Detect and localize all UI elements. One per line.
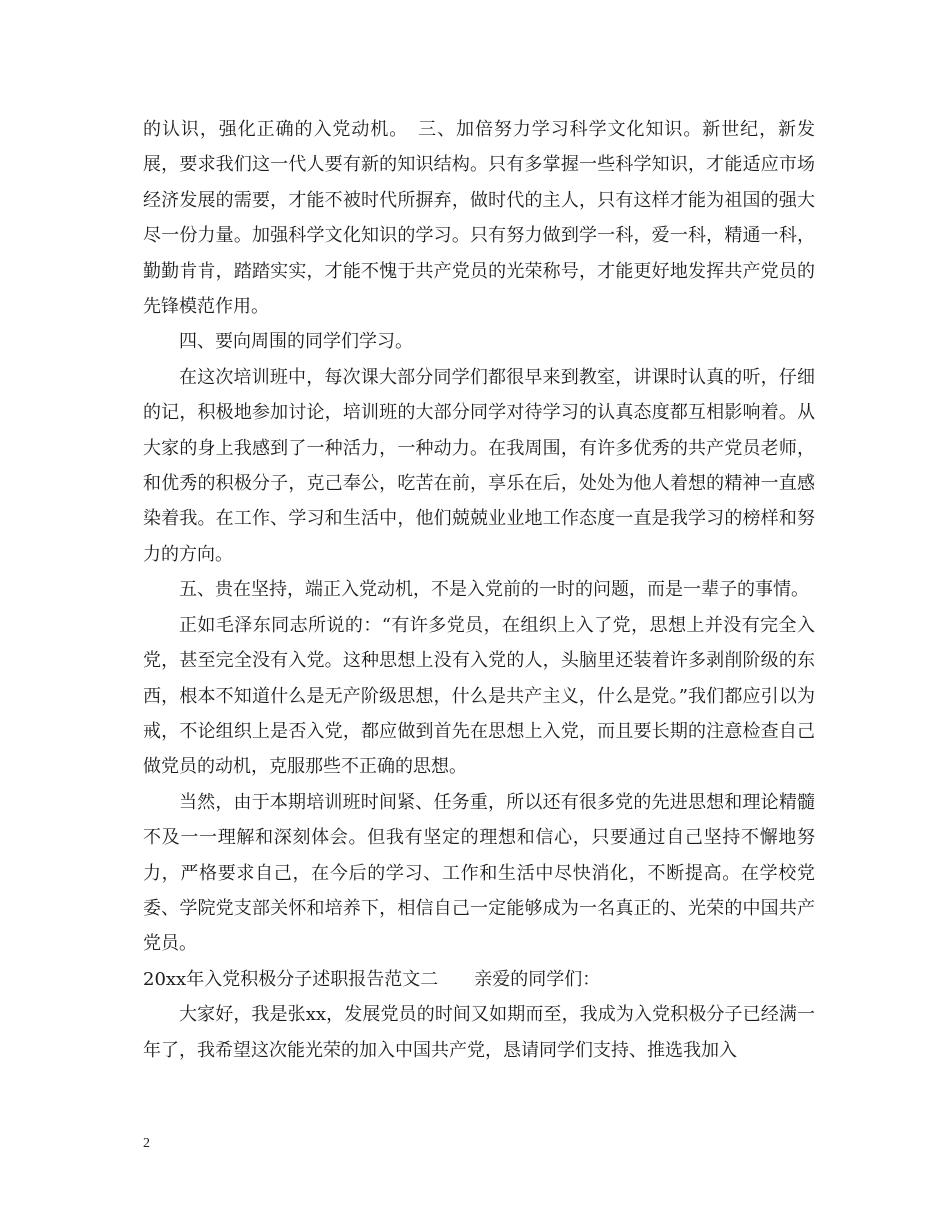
- page-number: 2: [143, 1136, 150, 1151]
- paragraph: 的认识，强化正确的入党动机。 三、加倍努力学习科学文化知识。新世纪，新发展，要求我们这一代人要有新的知识结构。只有多掌握一些科学知识，才能适应市场经济发展的需要，才能不被时代所摒弃，做时代的主人，只有这样才能为祖国的强大尽一份力量。加强科学文化知识的学习。只有努力做到学一科，爱一科，精通一科，勤勤肯肯，踏踏实实，才能不愧于共产党员的光荣称号，才能更好地发挥共产党员的先锋模范作用。: [143, 119, 815, 318]
- paragraph: 当然，由于本期培训班时间紧、任务重，所以还有很多党的先进思想和理论精髓不及一一理解和深刻体会。但我有坚定的理想和信心，只要通过自己坚持不懈地努力，严格要求自己，在今后的学习、工作和生活中尽快消化，不断提高。在学校党委、学院党支部关怀和培养下，相信自己一定能够成为一名真正的、光荣的中国共产党员。: [143, 791, 815, 955]
- paragraph: 在这次培训班中，每次课大部分同学们都很早来到教室，讲课时认真的听，仔细的记，积极地参加讨论，培训班的大部分同学对待学习的认真态度都互相影响着。从大家的身上我感到了一种活力，一种动力。在我周围，有许多优秀的共产党员老师，和优秀的积极分子，克己奉公，吃苦在前，享乐在后，处处为他人着想的精神一直感染着我。在工作、学习和生活中，他们兢兢业业地工作态度一直是我学习的榜样和努力的方向。: [143, 366, 815, 565]
- paragraph: 大家好，我是张xx，发展党员的时间又如期而至，我成为入党积极分子已经满一年了，我希望这次能光荣的加入中国共产党，恳请同学们支持、推选我加入: [143, 1004, 815, 1061]
- document-title-line: 20xx年入党积极分子述职报告范文二 亲爱的同学们：: [143, 968, 601, 990]
- document-body: [143, 112, 815, 1068]
- section-heading: 四、要向周围的同学们学习。: [179, 331, 413, 353]
- paragraph: 正如毛泽东同志所说的：“有许多党员，在组织上入了党，思想上并没有完全入党，甚至完全没有入党。这种思想上没有入党的人，头脑里还装着许多剥削阶级的东西，根本不知道什么是无产阶级思想，什么是共产主义，什么是党。”我们都应引以为戒，不论组织上是否入党，都应做到首先在思想上入党，而且要长期的注意检查自己做党员的动机，克服那些不正确的思想。: [143, 614, 815, 778]
- section-heading: 五、贵在坚持，端正入党动机，不是入党前的一时的问题，而是一辈子的事情。: [179, 579, 809, 601]
